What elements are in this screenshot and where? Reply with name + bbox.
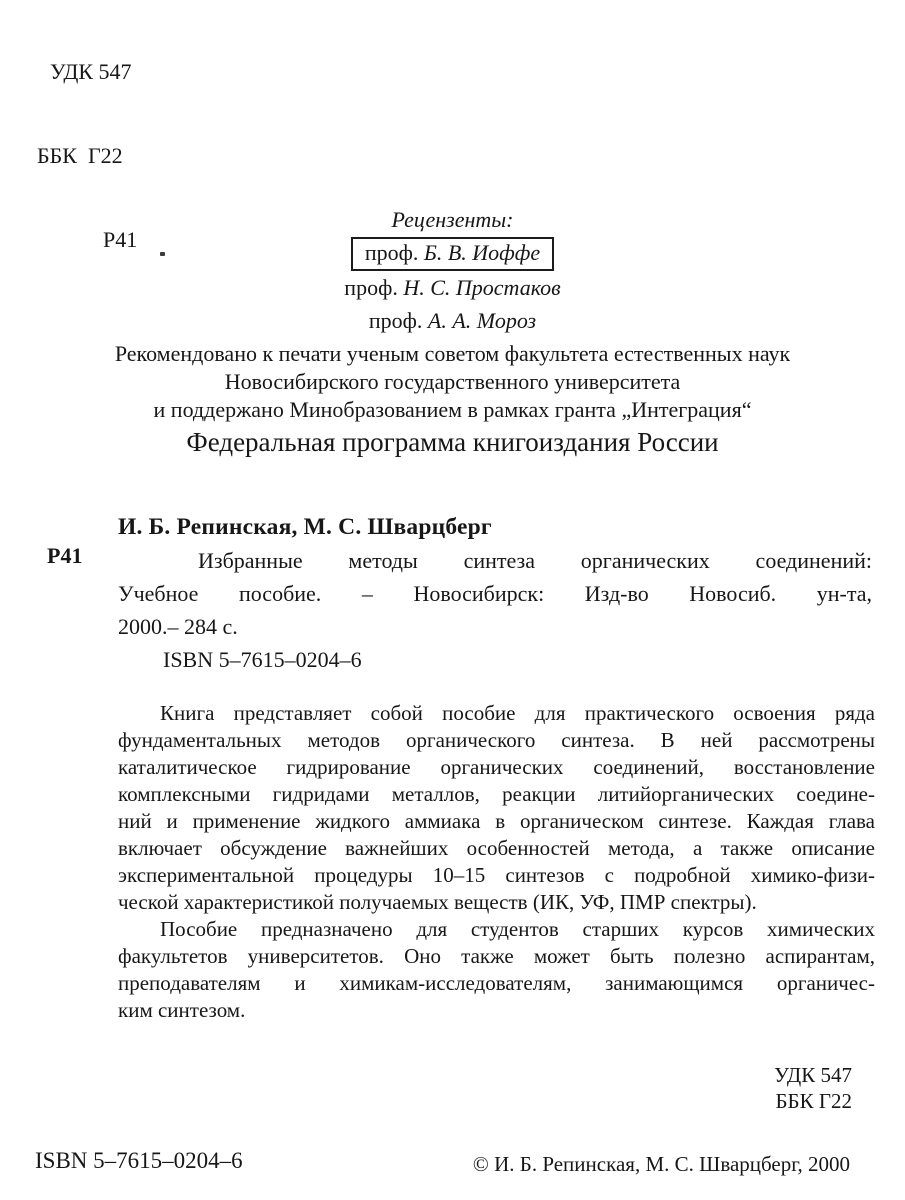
reviewer-name: Б. В. Иоффе [423, 240, 541, 265]
catalog-card [118, 511, 872, 676]
text-line: каталитическое гидрирование органических соединений, восстановление [118, 755, 875, 779]
card-isbn: ISBN 5–7615–0204–6 [163, 647, 362, 672]
footer-copyright: © И. Б. Репинская, М. С. Шварцберг, 2000 [472, 1152, 850, 1176]
udk-code: УДК 547 [50, 59, 132, 84]
text-line: ний и применение жидкого аммиака в органическом синтезе. Каждая глава [118, 809, 875, 833]
federal-program-line: Федеральная программа книгоиздания России [186, 427, 719, 457]
reviewer-item [0, 236, 905, 271]
bibliographic-description [118, 544, 872, 643]
reviewer-item [0, 304, 905, 337]
reviewer-boxed-frame [351, 237, 554, 271]
text-line: Книга представляет собой пособие для практического освоения ряда [160, 701, 875, 725]
text-line: преподавателям и химикам-исследователям, занимающимся органичес- [118, 971, 875, 995]
bbk-code-bottom: ББК Г22 [775, 1089, 852, 1113]
text-line: ческой характеристикой получаемых веществ (ИК, УФ, ПМР спектры). [118, 890, 757, 914]
catalog-margin-code: Р41 [47, 543, 83, 568]
text-line: Рекомендовано к печати ученым советом факультета естественных наук [114, 341, 791, 366]
reviewer-title: проф. [368, 308, 423, 333]
reviewers-heading: Рецензенты: [391, 207, 514, 232]
text-line: 2000.– 284 с. [118, 614, 238, 639]
approval-block [0, 340, 905, 459]
text-line: и поддержано Минобразованием в рамках гранта „Интеграция“ [153, 397, 752, 422]
author-sign-code: Р41 [103, 227, 138, 252]
reviewer-name: Н. С. Простаков [403, 275, 561, 300]
reviewer-item [0, 271, 905, 304]
reviewer-name: А. А. Мороз [427, 308, 537, 333]
text-line: Пособие предназначено для студентов старших курсов химических [160, 917, 875, 941]
text-line: Новосибирского государственного университета [224, 369, 681, 394]
text-line: Избранные методы синтеза органических соединений: [198, 548, 872, 573]
approval-lines [0, 340, 905, 424]
text-line: ким синтезом. [118, 998, 246, 1022]
text-line: экспериментальной процедуры 10–15 синтезов с подробной химико-физи- [118, 863, 875, 887]
bbk-code: ББК Г22 [37, 143, 123, 168]
text-line: комплексными гидридами металлов, реакции литийорганических соедине- [118, 782, 875, 806]
annotation-block [118, 700, 875, 1024]
text-line: включает обсуждение важнейших особенностей метода, а также описание [118, 836, 875, 860]
annotation-paragraph-2 [118, 916, 875, 1024]
reviewer-title: проф. [344, 275, 398, 300]
authors-line: И. Б. Репинская, М. С. Шварцберг [118, 514, 492, 540]
annotation-paragraph-1 [118, 700, 875, 916]
text-line: фундаментальных методов органического синтеза. В ней рассмотрены [118, 728, 875, 752]
text-line: факультетов университетов. Оно также может быть полезно аспирантам, [118, 944, 875, 968]
footer-isbn: ISBN 5–7615–0204–6 [35, 1148, 243, 1173]
reviewers-block [0, 203, 905, 337]
text-line: Учебное пособие. – Новосибирск: Изд-во Новосиб. ун-та, [118, 581, 872, 606]
udk-code-bottom: УДК 547 [774, 1063, 852, 1087]
reviewer-title: проф. [364, 240, 419, 265]
classification-codes-bottom [774, 1062, 852, 1114]
